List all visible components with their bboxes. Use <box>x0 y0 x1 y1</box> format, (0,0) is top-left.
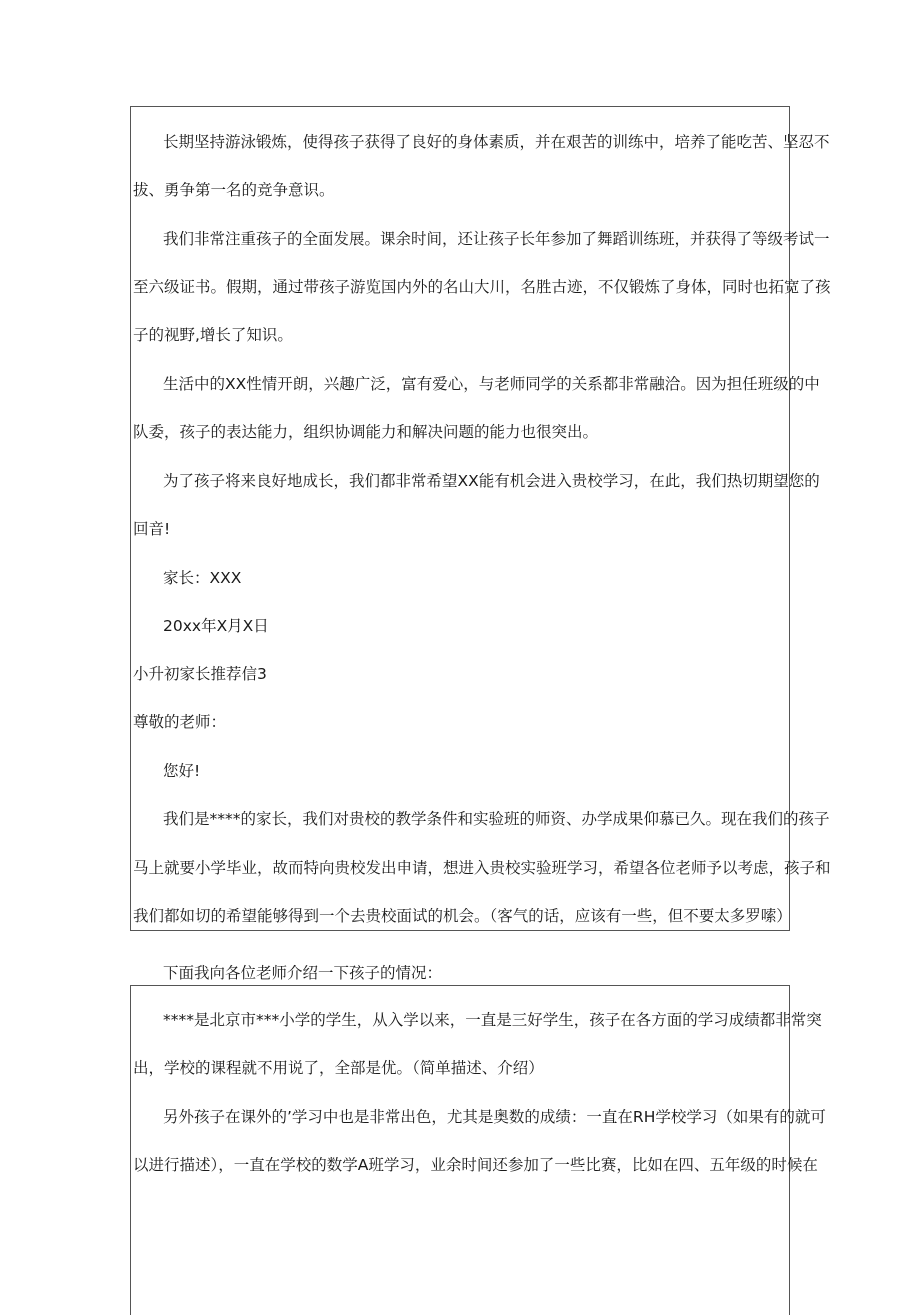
paragraph-line: 拔、勇争第一名的竞争意识。 <box>133 181 335 199</box>
paragraph-line: 生活中的XX性情开朗，兴趣广泛，富有爱心，与老师同学的关系都非常融洽。因为担任班级的中 <box>163 375 820 393</box>
paragraph-line: 为了孩子将来良好地成长，我们都非常希望XX能有机会进入贵校学习，在此，我们热切期望您的 <box>163 472 820 490</box>
paragraph-line: 另外孩子在课外的’学习中也是非常出色，尤其是奥数的成绩：一直在RH学校学习（如果有的就可 <box>163 1108 826 1126</box>
paragraph-line: 我们都如切的希望能够得到一个去贵校面试的机会。（客气的话，应该有一些，但不要太多罗嗦） <box>133 907 792 925</box>
letter-frame-bottom <box>130 985 790 1315</box>
greeting: 您好! <box>163 762 201 780</box>
signature-date: 20xx年X月X日 <box>163 617 269 635</box>
paragraph-line: 出，学校的课程就不用说了，全部是优。（简单描述、介绍） <box>133 1059 544 1077</box>
paragraph-line: 长期坚持游泳锻炼，使得孩子获得了良好的身体素质，并在艰苦的训练中，培养了能吃苦、坚忍不 <box>163 133 830 151</box>
salutation: 尊敬的老师： <box>133 713 227 731</box>
paragraph-line: 子的视野,增长了知识。 <box>133 326 293 344</box>
paragraph-line: 队委，孩子的表达能力，组织协调能力和解决问题的能力也很突出。 <box>133 423 599 441</box>
paragraph-line: 以进行描述），一直在学校的数学A班学习，业余时间还参加了一些比赛，比如在四、五年级的时候在 <box>133 1156 818 1174</box>
paragraph-line: 马上就要小学毕业，故而特向贵校发出申请，想进入贵校实验班学习，希望各位老师予以考虑，孩子和 <box>133 859 831 877</box>
letter-title: 小升初家长推荐信3 <box>133 665 267 683</box>
paragraph-line: 至六级证书。假期，通过带孩子游览国内外的名山大川，名胜古迹，不仅锻炼了身体，同时也拓宽了孩 <box>133 278 831 296</box>
paragraph-line: 我们非常注重孩子的全面发展。课余时间，还让孩子长年参加了舞蹈训练班，并获得了等级考试一 <box>163 230 830 248</box>
paragraph-line: 我们是****的家长，我们对贵校的教学条件和实验班的师资、办学成果仰慕已久。现在我们的孩子 <box>163 810 830 828</box>
signature-parent: 家长：XXX <box>163 569 242 587</box>
section-intro: 下面我向各位老师介绍一下孩子的情况： <box>163 964 443 982</box>
paragraph-line: 回音! <box>133 520 171 538</box>
paragraph-line: ****是北京市***小学的学生，从入学以来，一直是三好学生，孩子在各方面的学习成绩都非常突 <box>163 1011 822 1029</box>
